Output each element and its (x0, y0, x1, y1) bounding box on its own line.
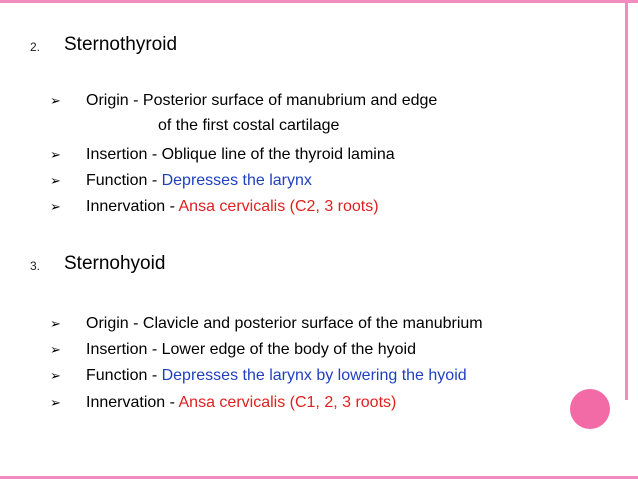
item-label: Function - (86, 172, 162, 189)
arrow-bullet-icon: ➢ (50, 173, 61, 188)
list-item (86, 340, 416, 360)
item-value: Depresses the larynx by lowering the hyoid (161, 367, 467, 384)
arrow-bullet-icon: ➢ (50, 93, 61, 108)
item-value: Clavicle and posterior surface of the manubrium (142, 315, 483, 332)
item-label: Function - (86, 367, 162, 384)
list-item (86, 91, 437, 111)
item-value: Ansa cervicalis (C2, 3 roots) (178, 198, 379, 215)
top-border (0, 0, 638, 3)
item-value: Ansa cervicalis (C1, 2, 3 roots) (178, 394, 397, 411)
decorative-circle (570, 389, 610, 429)
arrow-bullet-icon: ➢ (50, 368, 61, 383)
item-label: Origin - (86, 315, 143, 332)
right-border (625, 0, 628, 400)
list-item (86, 393, 396, 413)
list-item (86, 197, 379, 217)
section-title: Sternothyroid (64, 34, 178, 55)
arrow-bullet-icon: ➢ (50, 147, 61, 162)
item-label: Innervation - (86, 394, 179, 411)
section-number: 2. (30, 40, 41, 54)
list-item (86, 366, 467, 386)
arrow-bullet-icon: ➢ (50, 395, 61, 410)
list-item (86, 171, 312, 191)
item-label: Insertion - (86, 146, 162, 163)
list-item (86, 314, 483, 334)
list-item-continuation: of the first costal cartilage (158, 117, 340, 134)
arrow-bullet-icon: ➢ (50, 199, 61, 214)
section-title: Sternohyoid (64, 253, 166, 274)
item-value: Depresses the larynx (161, 172, 312, 189)
item-label: Innervation - (86, 198, 179, 215)
item-label: Insertion - (86, 341, 162, 358)
arrow-bullet-icon: ➢ (50, 342, 61, 357)
list-item (86, 145, 395, 165)
item-value: Oblique line of the thyroid lamina (161, 146, 395, 163)
item-value: Lower edge of the body of the hyoid (161, 341, 416, 358)
section-number: 3. (30, 259, 41, 273)
arrow-bullet-icon: ➢ (50, 316, 61, 331)
item-label: Origin - (86, 92, 143, 109)
item-value: Posterior surface of manubrium and edge (142, 92, 438, 109)
